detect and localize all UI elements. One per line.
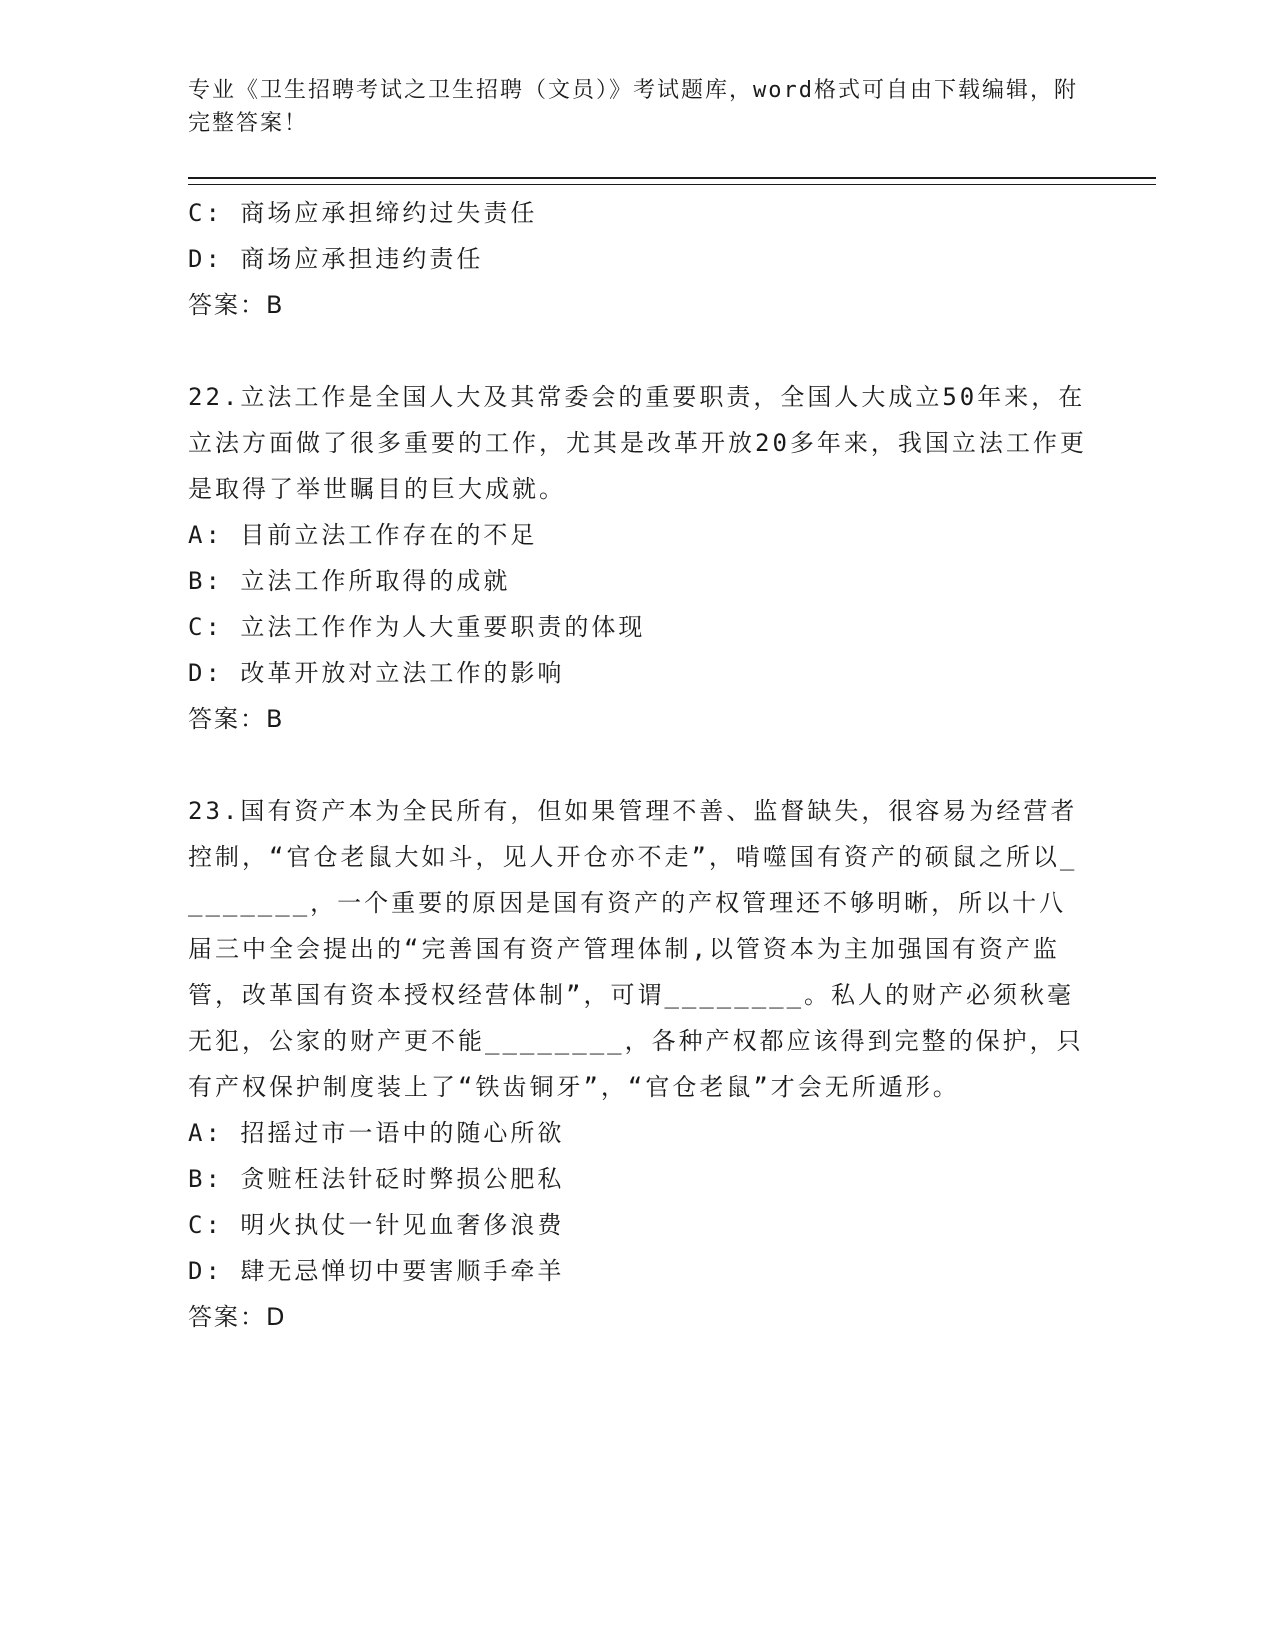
option-d: D: 改革开放对立法工作的影响: [188, 659, 565, 687]
option-c: C: 明火执仗一针见血奢侈浪费: [188, 1211, 565, 1239]
answer-line: 答案：B: [188, 291, 285, 319]
header-rule-thin: [188, 184, 1156, 185]
answer-line: 答案：D: [188, 1303, 287, 1331]
option-a: A: 招摇过市一语中的随心所欲: [188, 1119, 565, 1147]
option-b: B: 贪赃枉法针砭时弊损公肥私: [188, 1165, 565, 1193]
spacer: [188, 328, 1088, 374]
document-body: [188, 190, 1088, 1340]
option-d: D: 商场应承担违约责任: [188, 245, 484, 273]
option-c: C: 立法工作作为人大重要职责的体现: [188, 613, 646, 641]
question-23: [188, 788, 1088, 1340]
header-rule-thick: [188, 177, 1156, 179]
option-b: B: 立法工作所取得的成就: [188, 567, 511, 595]
option-a: A: 目前立法工作存在的不足: [188, 521, 538, 549]
question-22: [188, 374, 1088, 742]
question-stem: 23.国有资产本为全民所有，但如果管理不善、监督缺失，很容易为经营者控制，“官仓老鼠大如斗，见人开仓亦不走”，啃噬国有资产的硕鼠之所以________，一个重要的原因是国有资产的产权管理还不够明晰，所以十八届三中全会提出的“完善国有资产管理体制,以管资本为主加强国有资产监管，改革国有资本授权经营体制”，可谓________。私人的财产必须秋毫无犯，公家的财产更不能________，各种产权都应该得到完整的保护，只有产权保护制度装上了“铁齿铜牙”，“官仓老鼠”才会无所遁形。: [188, 797, 1084, 1101]
spacer: [188, 742, 1088, 788]
answer-line: 答案：B: [188, 705, 285, 733]
question-21-tail: [188, 190, 1088, 328]
document-header: 专业《卫生招聘考试之卫生招聘（文员）》考试题库，word格式可自由下载编辑，附完整答案！: [188, 78, 1078, 136]
question-stem: 22.立法工作是全国人大及其常委会的重要职责，全国人大成立50年来，在立法方面做了很多重要的工作，尤其是改革开放20多年来，我国立法工作更是取得了举世瞩目的巨大成就。: [188, 383, 1087, 503]
option-d: D: 肆无忌惮切中要害顺手牵羊: [188, 1257, 565, 1285]
option-c: C: 商场应承担缔约过失责任: [188, 199, 538, 227]
